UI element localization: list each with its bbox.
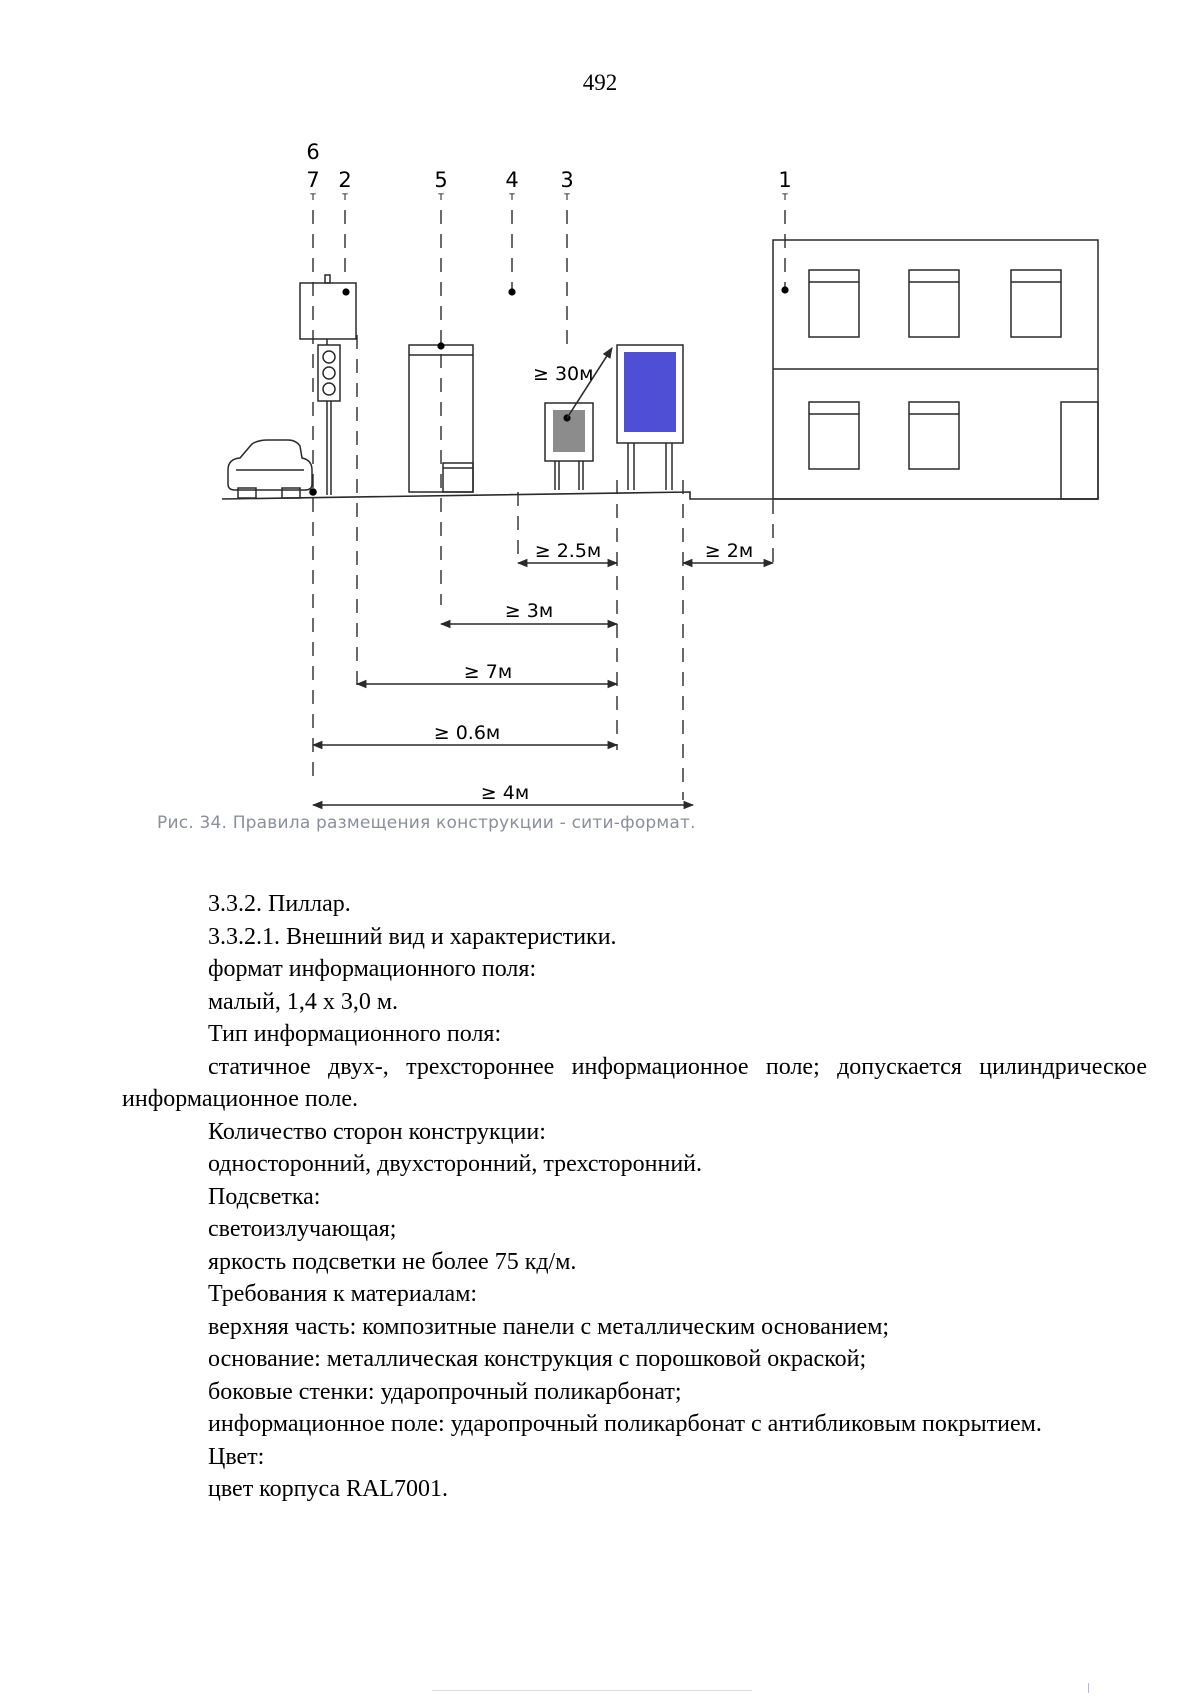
dim-3m: ≥ 3м [504,600,554,622]
paragraph: статичное двух-, трехстороннее информационное поле; допускается цилиндрическое информационное поле. [122,1053,1147,1112]
marker-4: 4 [505,168,519,192]
building-icon [773,240,1098,499]
car-icon [228,440,312,498]
paragraph: Цвет: [208,1443,265,1470]
marker-3: 3 [560,168,574,192]
marker-6: 6 [306,140,320,164]
traffic-light-icon [300,275,356,495]
marker-2: 2 [338,168,352,192]
body-text [122,888,1147,1506]
paragraph: Тип информационного поля: [208,1021,502,1047]
marker-7: 7 [306,168,320,192]
paragraph: односторонний, двухсторонний, трехсторонний. [208,1151,703,1177]
svg-text:T: T [438,193,444,203]
scan-edge-tick [1088,1683,1089,1693]
paragraph: яркость подсветки не более 75 кд/м. [208,1248,577,1275]
dim-7m: ≥ 7м [463,661,513,683]
paragraph: малый, 1,4 х 3,0 м. [208,988,399,1015]
svg-text:T: T [342,193,348,203]
paragraph: цвет корпуса RAL7001. [208,1476,449,1502]
section-heading: 3.3.2. Пиллар. [208,891,351,917]
subsection-heading: 3.3.2.1. Внешний вид и характеристики. [208,923,617,950]
dim-30m: ≥ 30м [533,363,594,385]
city-format-screen [624,352,676,432]
dim-2-5m: ≥ 2.5м [534,540,602,562]
paragraph: информационное поле: ударопрочный поликарбонат с антибликовым покрытием. [208,1411,1042,1437]
paragraph: Требования к материалам: [208,1281,478,1307]
dim-0-6m: ≥ 0.6м [433,722,501,744]
page-number: 492 [582,70,618,95]
paragraph: светоизлучающая; [208,1216,397,1242]
marker-1: 1 [778,168,792,192]
dim-4m: ≥ 4м [480,782,530,804]
paragraph: основание: металлическая конструкция с порошковой окраской; [208,1346,867,1372]
paragraph: верхняя часть: композитные панели с металлическим основанием; [208,1313,890,1340]
scan-edge-line [432,1690,752,1691]
dim-2m: ≥ 2м [704,540,754,562]
paragraph: Подсветка: [208,1183,321,1210]
svg-text:T: T [509,193,515,203]
figure-caption: Рис. 34. Правила размещения конструкции - сити-формат. [157,813,696,833]
paragraph: формат информационного поля: [208,956,537,982]
marker-5: 5 [434,168,448,192]
svg-text:T: T [564,193,570,203]
svg-text:T: T [310,193,316,203]
paragraph: боковые стенки: ударопрочный поликарбонат; [208,1378,682,1405]
svg-text:T: T [782,193,788,203]
placement-diagram [0,140,1200,810]
paragraph: Количество сторон конструкции: [208,1118,546,1145]
